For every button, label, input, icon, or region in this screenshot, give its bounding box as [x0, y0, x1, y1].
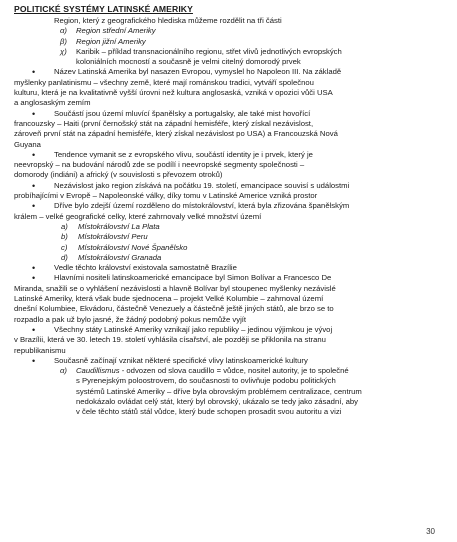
text-line: probíhajícími v Evropě – Napoleonské války, díky tomu v Latinské Americe vzniká prostor	[14, 191, 318, 201]
text-line: francouzsky – Haiti (první černošský stát na západní hemisféře, který získal nezávislost,	[14, 118, 314, 128]
bullet-paragraph: • Vedle těchto království existovala samostatně Brazílie	[14, 263, 433, 273]
list-item	[14, 47, 433, 57]
bullet-paragraph: • Nezávislost jako region získává na počátku 19. století, emancipace souvisí s událostmi	[14, 181, 433, 191]
text-line: nedokázalo ovládat celý stát, který byl obrovský, ukázalo se tedy jako zásadní, aby	[76, 396, 359, 406]
list-label: c)	[61, 242, 68, 252]
list-text: - odvozen od slova caudillo = vůdce, nositel autority, je to společné	[119, 366, 349, 376]
text-line: koloniálních mocností a současně je velmi citelný domorodý prvek	[76, 57, 301, 67]
list-label: χ)	[60, 46, 67, 56]
list-label: d)	[61, 252, 68, 262]
page-number: 30	[426, 527, 435, 536]
bullet-paragraph: • Hlavními nositeli latinskoamerické emancipace byl Simon Bolívar a Francesco De	[14, 273, 433, 283]
bullet-paragraph: • Tendence vymanit se z evropského vlivu, součástí identity je i prvek, který je	[14, 150, 433, 160]
list-text: Karibik – příklad transnacionálního regionu, střet vlivů jednotlivých evropských	[76, 46, 342, 56]
text-line: s Pyrenejským poloostrovem, do současnosti to ovlivňuje podobu politických	[76, 376, 336, 386]
list-label: α)	[60, 366, 67, 376]
text-line: a anglosaským zemím	[14, 98, 91, 108]
list-label: b)	[61, 232, 68, 242]
list-text: Region jižní Ameriky	[76, 36, 146, 46]
text-line: neevropský – na budování národů zde se podílí i neevropské segmenty společnosti –	[14, 160, 305, 170]
text-line: v čele těchto států stál vůdce, který bude schopen prosadit svou autoritu a vizi	[76, 407, 342, 417]
bullet-paragraph: • Současně začínají vznikat některé specifické vlivy latinskoamerické kultury	[14, 356, 433, 366]
text-line: Region, který z geografického hlediska můžeme rozdělit na tři části	[54, 16, 282, 25]
text-line: myšlenky panlatinismu – všechny země, které mají románskou tradici, vytváří společnou	[14, 77, 314, 87]
bullet-paragraph: • Název Latinská Amerika byl nasazen Evropou, vymyslel ho Napoleon III. Na základě	[14, 67, 433, 77]
text-line: kulturu, která je na kvalitativně vyšší úrovni než kultura anglosaská, vzniká v opozici vůči USA	[14, 88, 333, 98]
text-line: Guyana	[14, 139, 41, 149]
list-item	[14, 37, 433, 47]
list-item	[14, 243, 433, 253]
text-line: v Brazílii, která ve 30. letech 19. století vyhlásila císařství, ale později se přiklonila na stranu	[14, 335, 326, 345]
list-item	[14, 232, 433, 242]
list-term: Caudillismus	[76, 366, 120, 376]
text-line: republikanismu	[14, 345, 66, 355]
text-line: zároveň první stát na západní hemisféře, který získal nezávislost po USA) a Francouzská Nová	[14, 129, 338, 139]
text-line: Miranda, snažili se o vyhlášení nezávislosti a hlavně Bolívar byl stoupenec myšlenky nezávislé	[14, 283, 336, 293]
text-line: domorody (indiáni) a africký (v souvislosti s převozem otroků)	[14, 170, 223, 180]
list-item	[14, 222, 433, 232]
list-label: α)	[60, 26, 67, 36]
list-label: β)	[60, 36, 67, 46]
text-line: králem – velké geografické celky, které zahrnovaly velké množství území	[14, 211, 262, 221]
list-text: Region střední Ameriky	[76, 26, 156, 36]
list-item	[14, 366, 433, 376]
list-text: Místokrálovství Granada	[78, 252, 162, 262]
bullet-paragraph: • Dříve bylo zdejší území rozděleno do místokrálovství, která byla zřizována španělským	[14, 201, 433, 211]
text-line: rozpadlo a pak už bylo jasné, že žádný podobný pokus nemůže vyjít	[14, 314, 247, 324]
list-text: Místokrálovství Peru	[78, 232, 148, 242]
text-line: dnešní Kolumbiee, Ekvádoru, částečně Venezuely a částečně ještě jiných států, ale brzo se to	[14, 304, 334, 314]
bullet-paragraph: • Všechny státy Latinské Ameriky vznikají jako republiky – jedinou výjimkou je vývoj	[14, 325, 433, 335]
list-item	[14, 26, 433, 36]
list-text: Místokrálovství Nové Španělsko	[78, 242, 188, 252]
list-text: Místokrálovství La Plata	[78, 221, 160, 231]
text-line: systémů Latinské Ameriky – dříve byla obrovským problémem centralizace, centrum	[76, 386, 362, 396]
bullet-paragraph: • Součástí jsou území mluvící španělsky a portugalsky, ale také mist hovořící	[14, 109, 433, 119]
list-item	[14, 253, 433, 263]
page-title: POLITICKÉ SYSTÉMY LATINSKÉ AMERIKY	[14, 4, 193, 14]
list-label: a)	[61, 221, 68, 231]
text-line: Latinské Ameriky, která však bude sjednocena – projekt Velké Kolumbie – zahrnoval území	[14, 294, 324, 304]
